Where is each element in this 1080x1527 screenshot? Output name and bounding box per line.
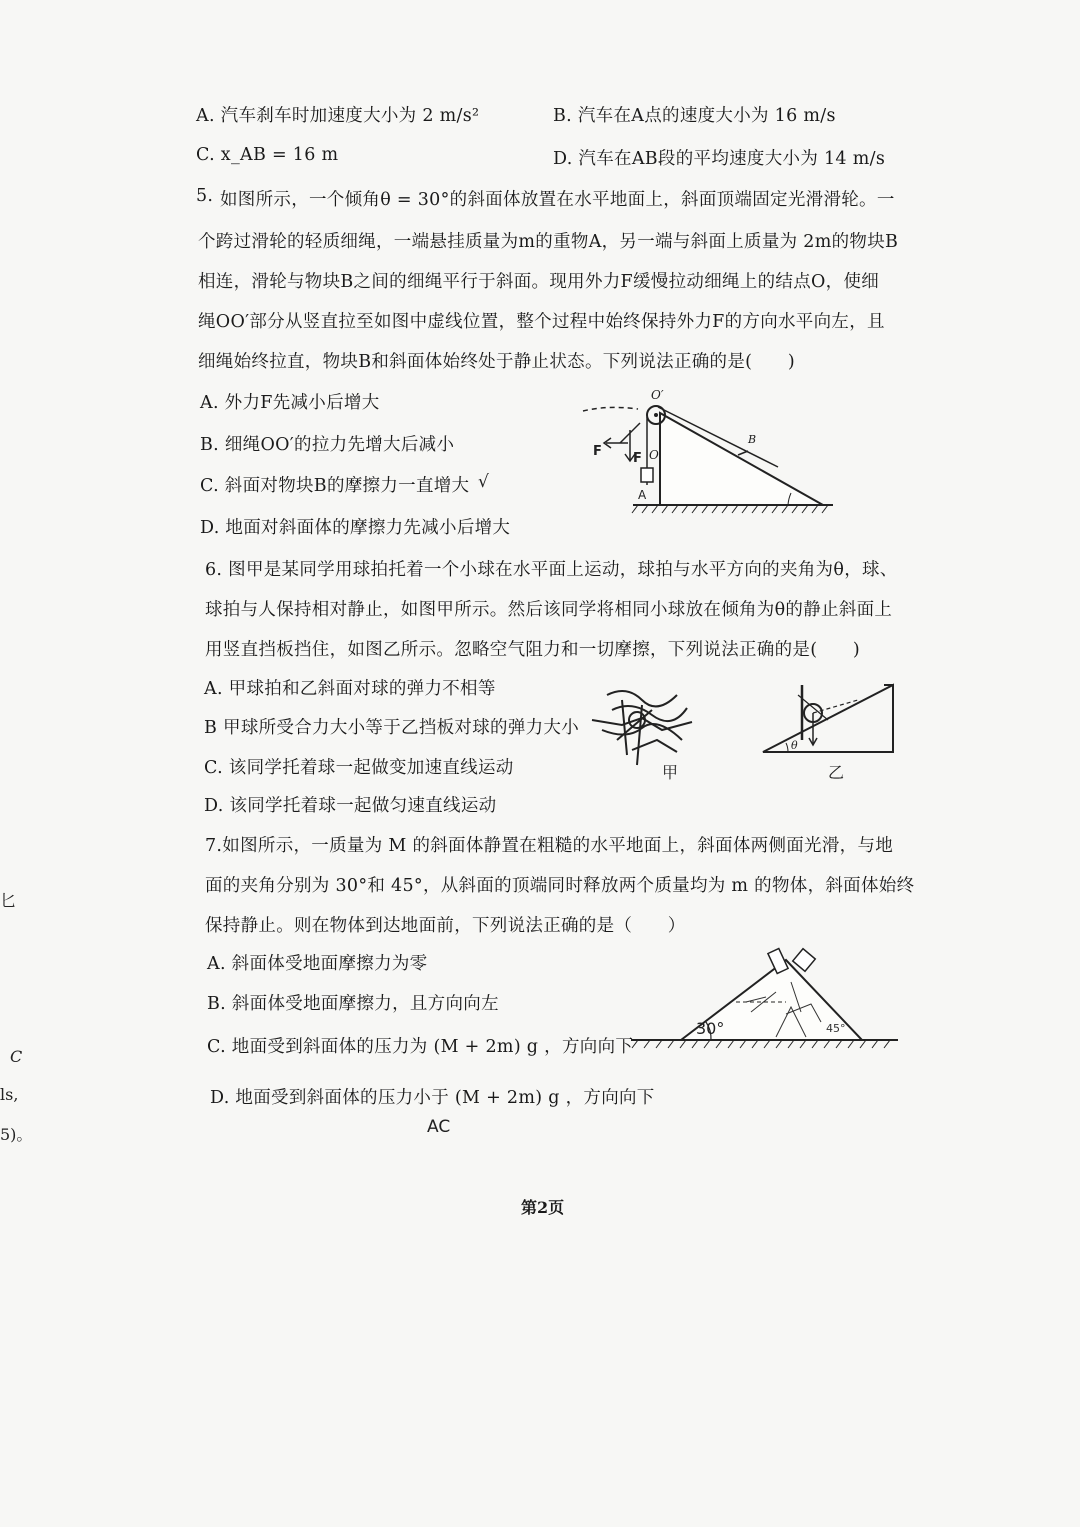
block-b — [738, 451, 748, 455]
q5-number: 5. — [196, 186, 214, 206]
label-o: O — [649, 448, 659, 462]
q4-option-a: A. 汽车刹车时加速度大小为 2 m/s² — [196, 106, 480, 126]
q4-option-d: D. 汽车在AB段的平均速度大小为 14 m/s — [553, 149, 886, 169]
q5-line-1: 如图所示，一个倾角θ = 30°的斜面体放置在水平地面上，斜面顶端固定光滑滑轮。一 — [220, 190, 895, 210]
label-45deg: 45° — [826, 1022, 846, 1035]
q5-line-5: 细绳始终拉直，物块B和斜面体始终处于静止状态。下列说法正确的是( ) — [198, 352, 796, 372]
q5-line-3: 相连，滑轮与物块B之间的细绳平行于斜面。现用外力F缓慢拉动细绳上的结点O，使细 — [198, 272, 880, 292]
label-a: A — [638, 488, 647, 502]
margin-fragment-2: C — [10, 1047, 23, 1066]
q5-line-2: 个跨过滑轮的轻质细绳，一端悬挂质量为m的重物A，另一端与斜面上质量为 2m的物块B — [198, 232, 899, 252]
q7-option-d: D. 地面受到斜面体的压力小于 (M + 2m) g ，方向向下 — [210, 1088, 655, 1108]
q4-option-b: B. 汽车在A点的速度大小为 16 m/s — [553, 106, 836, 126]
person-with-racket-icon — [592, 691, 692, 765]
q5-option-c: C. 斜面对物块B的摩擦力一直增大 — [200, 476, 470, 496]
incline-body — [660, 413, 823, 505]
page-number: 第2页 — [521, 1198, 565, 1217]
label-jia: 甲 — [662, 763, 679, 782]
label-f-2: F — [633, 451, 642, 466]
q7-line-3: 保持静止。则在物体到达地面前，下列说法正确的是（ ） — [205, 916, 686, 936]
margin-fragment-1: 匕 — [0, 891, 17, 910]
q7-line-2: 面的夹角分别为 30°和 45°，从斜面的顶端同时释放两个质量均为 m 的物体，斜面体始终 — [205, 876, 915, 896]
q5-line-4: 绳OO′部分从竖直拉至如图中虚线位置，整个过程中始终保持外力F的方向水平向左，且 — [198, 312, 885, 332]
block-right — [793, 949, 816, 972]
label-o-prime: O′ — [651, 388, 664, 402]
q7-option-a: A. 斜面体受地面摩擦力为零 — [207, 954, 428, 974]
label-theta: θ — [791, 739, 798, 752]
ground-hatching — [632, 1040, 890, 1048]
margin-fragment-3: ls, — [0, 1085, 19, 1104]
label-30deg: 30° — [696, 1019, 725, 1038]
q5-option-b: B. 细绳OO′的拉力先增大后减小 — [200, 435, 455, 455]
handwritten-answer: AC — [427, 1117, 451, 1137]
q6-option-b: B 甲球所受合力大小等于乙挡板对球的弹力大小 — [204, 718, 580, 738]
q6-figure-jia — [582, 680, 712, 785]
weight-a — [641, 468, 653, 482]
block-left — [768, 948, 788, 973]
q6-option-a: A. 甲球拍和乙斜面对球的弹力不相等 — [204, 679, 496, 699]
label-f-1: F — [593, 444, 602, 459]
yi-incline — [763, 685, 893, 752]
q7-option-c: C. 地面受到斜面体的压力为 (M + 2m) g ，方向向下 — [207, 1037, 634, 1057]
q6-line-2: 球拍与人保持相对静止，如图甲所示。然后该同学将相同小球放在倾角为θ的静止斜面上 — [205, 600, 893, 620]
check-mark: √ — [478, 472, 489, 492]
q6-line-3: 用竖直挡板挡住，如图乙所示。忽略空气阻力和一切摩擦，下列说法正确的是( ) — [205, 640, 861, 660]
q5-option-d: D. 地面对斜面体的摩擦力先减小后增大 — [200, 518, 511, 538]
dashed-rope-position — [583, 407, 638, 411]
q6-option-c: C. 该同学托着球一起做变加速直线运动 — [204, 758, 514, 778]
margin-fragment-4: 5)。 — [0, 1125, 33, 1144]
q6-figure-yi — [758, 675, 900, 785]
q5-option-a: A. 外力F先减小后增大 — [200, 393, 380, 413]
q4-option-c: C. x_AB = 16 m — [196, 145, 339, 165]
q5-incline-figure — [578, 385, 840, 520]
q6-option-d: D. 该同学托着球一起做匀速直线运动 — [204, 796, 497, 816]
label-yi: 乙 — [828, 763, 845, 782]
q6-line-1: 6. 图甲是某同学用球拍托着一个小球在水平面上运动，球拍与水平方向的夹角为θ，球、 — [205, 560, 898, 580]
label-b: B — [748, 433, 757, 446]
q7-double-incline-figure — [626, 942, 900, 1060]
q7-line-1: 7.如图所示，一质量为 M 的斜面体静置在粗糙的水平地面上，斜面体两侧面光滑，与地 — [205, 836, 894, 856]
q7-option-b: B. 斜面体受地面摩擦力，且方向向左 — [207, 994, 499, 1014]
ground-hatching — [632, 505, 828, 513]
